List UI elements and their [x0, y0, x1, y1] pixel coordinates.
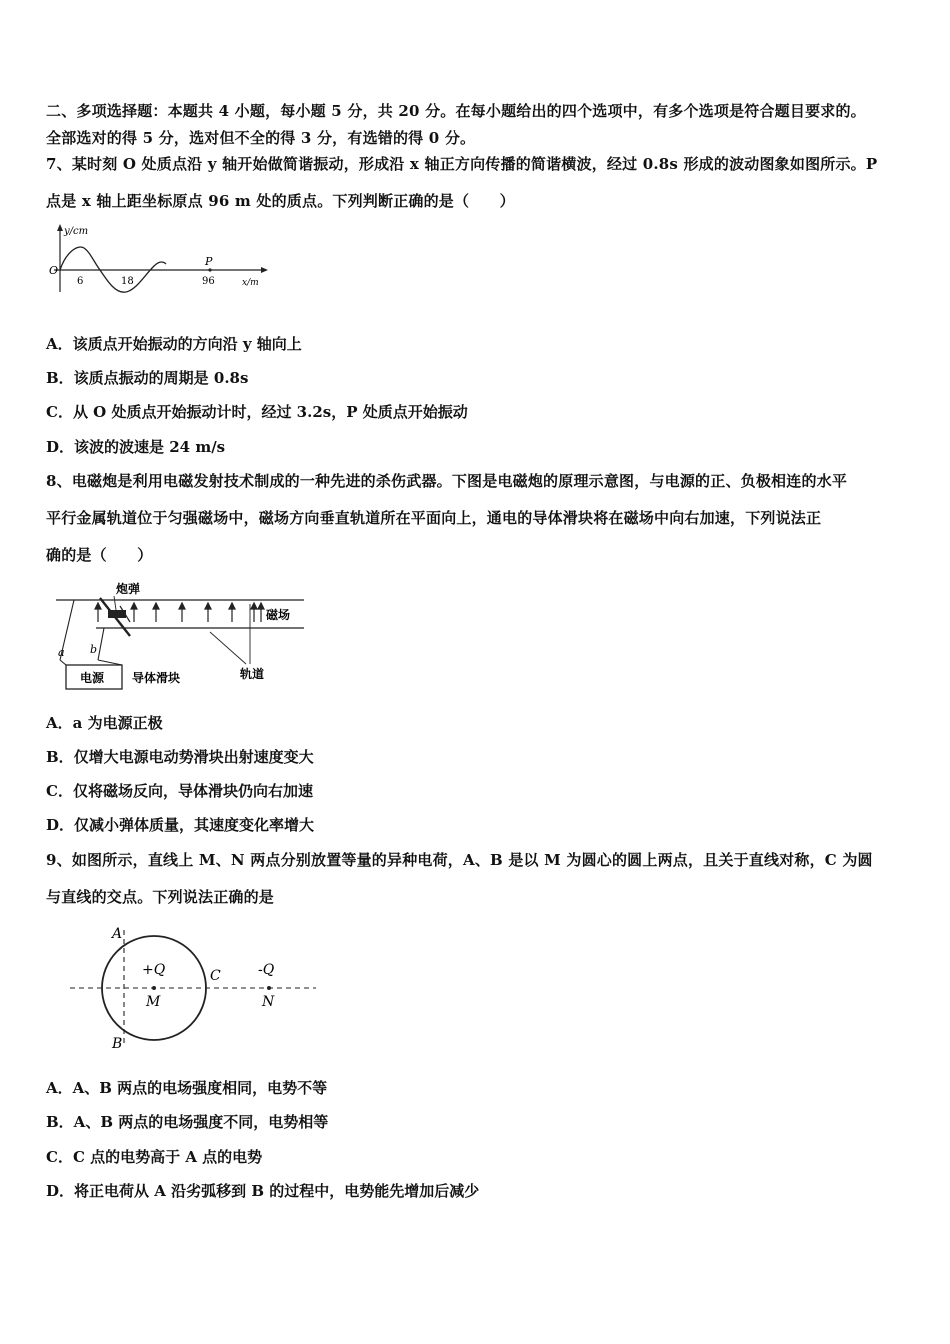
q9-point-m — [152, 986, 156, 990]
q7-origin-label: O — [49, 264, 59, 277]
q7-x-axis-arrow — [261, 267, 268, 273]
q8-label-b: b — [90, 643, 98, 656]
q8-stem-line3: 确的是（ ） — [46, 546, 153, 564]
q7-wave-figure — [44, 222, 274, 294]
q8-power-label: 电源 — [80, 671, 105, 685]
q9-stem-line1: 9、如图所示，直线上 M、N 两点分别放置等量的异种电荷，A、B 是以 M 为圆心的圆上两点，且关于直线对称，C 为圆 — [46, 851, 873, 869]
q8-option-a: A．a 为电源正极 — [46, 714, 163, 732]
q7-stem-line2: 点是 x 轴上距坐标原点 96 m 处的质点。下列判断正确的是（ ） — [46, 192, 515, 210]
q9-option-d: D．将正电荷从 A 沿劣弧移到 B 的过程中，电势能先增加后减少 — [46, 1182, 480, 1200]
q8-stem-line1: 8、电磁炮是利用电磁发射技术制成的一种先进的杀伤武器。下图是电磁炮的原理示意图，与电源的正、负极相连的水平 — [46, 472, 848, 490]
q8-railgun-figure — [50, 578, 310, 696]
q9-label-n: N — [262, 994, 275, 1010]
q8-slider-label: 导体滑块 — [132, 671, 181, 685]
q9-label-plus-q: +Q — [142, 962, 166, 978]
q9-option-c: C．C 点的电势高于 A 点的电势 — [46, 1148, 263, 1166]
section-heading-line1: 二、多项选择题：本题共 4 小题，每小题 5 分，共 20 分。在每小题给出的四个选项中，有多个选项是符合题目要求的。 — [46, 102, 866, 120]
q7-y-label: y/cm — [64, 226, 89, 237]
q7-y-axis-arrow — [57, 224, 63, 231]
q9-label-b: B — [112, 1036, 123, 1052]
q9-option-b: B．A、B 两点的电场强度不同，电势相等 — [46, 1113, 329, 1131]
q8-field-label: 磁场 — [266, 608, 291, 622]
q7-tick-18: 18 — [121, 276, 134, 287]
q8-option-d: D．仅减小弹体质量，其速度变化率增大 — [46, 816, 315, 834]
q9-label-m: M — [146, 994, 161, 1010]
q9-label-minus-q: -Q — [258, 962, 275, 978]
q8-wire-b — [98, 628, 104, 660]
q7-p-label: P — [205, 255, 213, 268]
q9-point-n — [267, 986, 271, 990]
q7-point-p — [208, 268, 211, 271]
q7-x-label: x/m — [242, 278, 259, 288]
q7-stem-line1: 7、某时刻 O 处质点沿 y 轴开始做简谐振动，形成沿 x 轴正方向传播的简谐横波，经过 0.8s 形成的波动图象如图所示。P — [46, 155, 878, 173]
q8-option-c: C．仅将磁场反向，导体滑块仍向右加速 — [46, 782, 313, 800]
q9-option-a: A．A、B 两点的电场强度相同，电势不等 — [46, 1079, 328, 1097]
q7-tick-96: 96 — [202, 276, 215, 287]
q7-tick-6: 6 — [77, 276, 84, 287]
q9-charge-figure — [64, 920, 324, 1052]
q7-option-a: A．该质点开始振动的方向沿 y 轴向上 — [46, 335, 302, 353]
q9-label-c: C — [210, 968, 221, 984]
q9-stem-line2: 与直线的交点。下列说法正确的是 — [46, 888, 275, 906]
q7-option-b: B．该质点振动的周期是 0.8s — [46, 369, 249, 387]
q8-stem-line2: 平行金属轨道位于匀强磁场中，磁场方向垂直轨道所在平面向上，通电的导体滑块将在磁场中向右加速，下列说法正 — [46, 509, 822, 527]
q8-option-b: B．仅增大电源电动势滑块出射速度变大 — [46, 748, 314, 766]
q8-projectile — [108, 610, 126, 618]
q7-option-c: C．从 O 处质点开始振动计时，经过 3.2s，P 处质点开始振动 — [46, 403, 468, 421]
q8-projectile-label: 炮弹 — [116, 582, 141, 596]
q7-option-d: D．该波的波速是 24 m/s — [46, 438, 226, 456]
q8-label-a: a — [58, 646, 65, 659]
q8-rail-label: 轨道 — [240, 667, 265, 681]
q9-label-a: A — [112, 926, 123, 942]
section-heading-line2: 全部选对的得 5 分，选对但不全的得 3 分，有选错的得 0 分。 — [46, 129, 476, 147]
